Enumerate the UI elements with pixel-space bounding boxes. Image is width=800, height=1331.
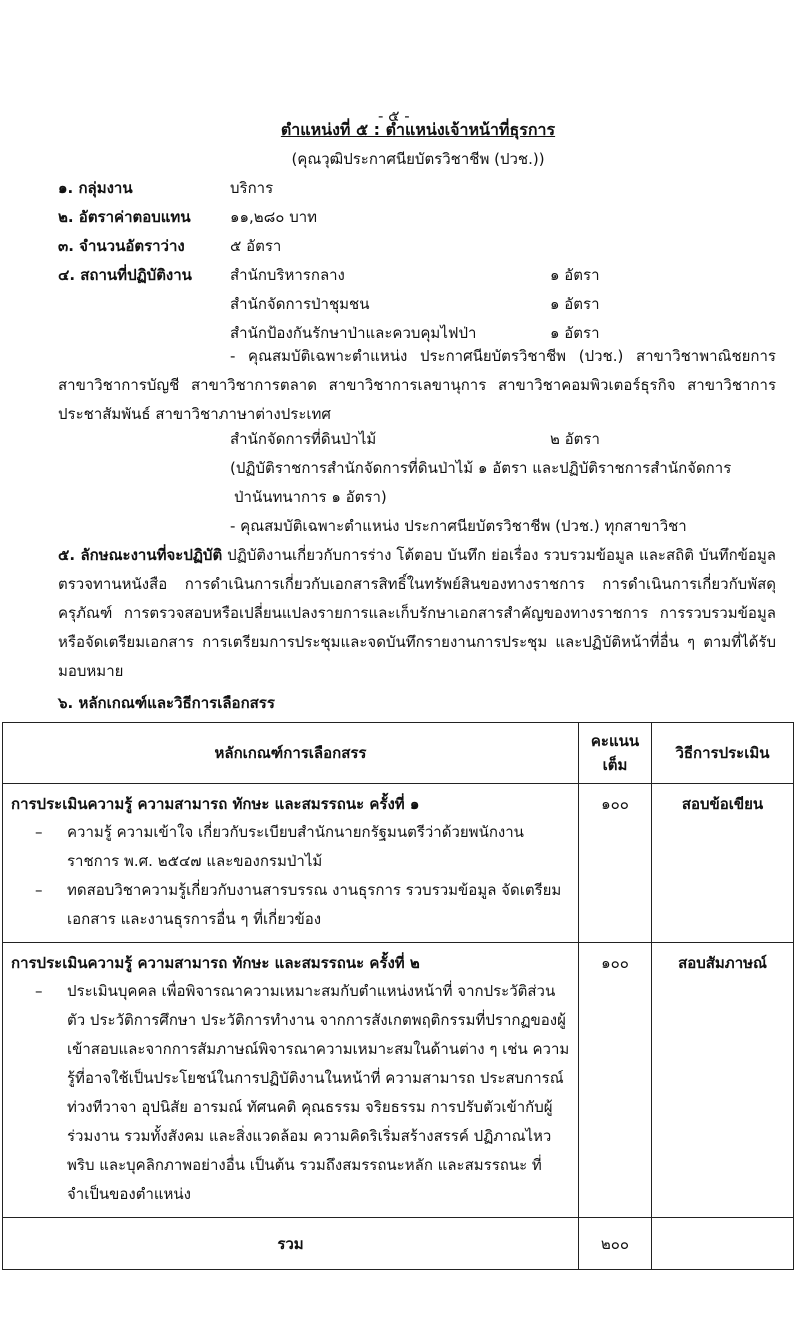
score-cell: ๑๐๐ xyxy=(579,943,652,1218)
location-name: สำนักป้องกันรักษาป่าและควบคุมไฟป่า xyxy=(230,324,477,342)
criteria-cell xyxy=(3,943,579,1218)
table-header-row xyxy=(3,723,794,784)
item-value: ๕ อัตรา xyxy=(230,237,282,255)
method-cell: สอบข้อเขียน xyxy=(652,784,794,943)
column-header: วิธีการประเมิน xyxy=(652,723,794,784)
qualification-line: - คุณสมบัติเฉพาะตำแหน่ง ประกาศนียบัตรวิชาชีพ (ปวช.) สาขาวิชาพาณิชยการ xyxy=(230,347,776,365)
table-row xyxy=(3,784,794,943)
page-title: ตำแหน่งที่ ๕ : ตำแหน่งเจ้าหน้าที่ธุรการ xyxy=(280,120,556,139)
total-method-cell xyxy=(652,1218,794,1270)
item-label: ๒. อัตราค่าตอบแทน xyxy=(58,208,191,226)
column-header: หลักเกณฑ์การเลือกสรร xyxy=(3,723,579,784)
section-5-label: ๕. ลักษณะงานที่จะปฏิบัติ xyxy=(58,546,223,564)
location-count: ๑ อัตรา xyxy=(550,295,600,313)
column-header: คะแนนเต็ม xyxy=(579,723,652,784)
total-score: ๒๐๐ xyxy=(579,1218,652,1270)
table-total-row xyxy=(3,1218,794,1270)
location-name: สำนักจัดการป่าชุมชน xyxy=(230,295,370,313)
criteria-bullet: – ประเมินบุคคล เพื่อพิจารณาความเหมาะสมกับตำแหน่งหน้าที่ จากประวัติส่วนตัว ประวัติการศึกษา ประวัติการทำงาน จากการสังเกตพฤติกรรมที่ปรากฏของผู้เข้าสอบและจากการสัมภาษณ์พิจารณาความเหมาะสมในด้านต่าง ๆ เช่น ความรู้ที่อาจใช้เป็นประโยชน์ในการปฏิบัติงานในหน้าที่ ความสามารถ ประสบการณ์ ท่วงทีวาจา อุปนิสัย อารมณ์ ทัศนคติ คุณธรรม จริยธรรม การปรับตัวเข้ากับผู้ร่วมงาน รวมทั้งสังคม และสิ่งแวดล้อม ความคิดริเริ่มสร้างสรรค์ ปฏิภาณไหวพริบ และบุคลิกภาพอย่างอื่น เป็นต้น รวมถึงสมรรถนะหลัก และสมรรถนะ ที่จำเป็นของตำแหน่ง xyxy=(35,977,570,1209)
location-count: ๒ อัตรา xyxy=(550,430,600,448)
location-count: ๑ อัตรา xyxy=(550,266,600,284)
criteria-title: การประเมินความรู้ ความสามารถ ทักษะ และสมรรถนะ ครั้งที่ ๑ xyxy=(11,795,420,813)
location-name: สำนักบริหารกลาง xyxy=(230,266,345,284)
item-label: ๓. จำนวนอัตราว่าง xyxy=(58,237,185,255)
qualification-line: สาขาวิชาการบัญชี สาขาวิชาการตลาด สาขาวิชาการเลขานุการ สาขาวิชาคอมพิวเตอร์ธุรกิจ สาขาวิชาการประชาสัมพันธ์ สาขาวิชาภาษาต่างประเทศ xyxy=(58,376,776,423)
method-cell: สอบสัมภาษณ์ xyxy=(652,943,794,1218)
location-note: (ปฏิบัติราชการสำนักจัดการที่ดินป่าไม้ ๑ อัตรา และปฏิบัติราชการสำนักจัดการ xyxy=(230,459,732,477)
section-5-text: ปฏิบัติงานเกี่ยวกับการร่าง โต้ตอบ บันทึก ย่อเรื่อง รวบรวมข้อมูล และสถิติ บันทึกข้อมูล ตรวจทานหนังสือ การดำเนินการเกี่ยวกับเอกสารสิทธิ์ในทรัพย์สินของทางราชการ การดำเนินการเกี่ยวกับพัสดุ ครุภัณฑ์ การตรวจสอบหรือเปลี่ยนแปลงรายการและเก็บรักษาเอกสารสำคัญของทางราชการ การรวบรวมข้อมูลหรือจัดเตรียมเอกสาร การเตรียมการประชุมและจดบันทึกรายงานการประชุม และปฏิบัติหน้าที่อื่น ๆ ตามที่ได้รับมอบหมาย xyxy=(58,546,776,680)
section-5 xyxy=(58,541,776,686)
page-number: - ๕ - xyxy=(378,107,410,125)
qualification-paragraph xyxy=(58,342,776,429)
criteria-title: การประเมินความรู้ ความสามารถ ทักษะ และสมรรถนะ ครั้งที่ ๒ xyxy=(11,954,420,972)
total-label: รวม xyxy=(3,1218,579,1270)
selection-criteria-table xyxy=(2,722,794,1270)
score-cell: ๑๐๐ xyxy=(579,784,652,943)
section-6-label: ๖. หลักเกณฑ์และวิธีการเลือกสรร xyxy=(58,694,275,712)
criteria-bullet: – ทดสอบวิชาความรู้เกี่ยวกับงานสารบรรณ งานธุรการ รวบรวมข้อมูล จัดเตรียมเอกสาร และงานธุรการอื่น ๆ ที่เกี่ยวข้อง xyxy=(35,876,570,934)
location-note: ป่านันทนาการ ๑ อัตรา) xyxy=(234,488,387,506)
location-name: สำนักจัดการที่ดินป่าไม้ xyxy=(230,430,377,448)
criteria-bullet: – ความรู้ ความเข้าใจ เกี่ยวกับระเบียบสำนักนายกรัฐมนตรีว่าด้วยพนักงานราชการ พ.ศ. ๒๕๔๗ และของกรมป่าไม้ xyxy=(35,818,570,876)
table-row xyxy=(3,943,794,1218)
item-label: ๑. กลุ่มงาน xyxy=(58,179,133,197)
item-label: ๔. สถานที่ปฏิบัติงาน xyxy=(58,266,192,284)
qualification-line: - คุณสมบัติเฉพาะตำแหน่ง ประกาศนียบัตรวิชาชีพ (ปวช.) ทุกสาขาวิชา xyxy=(230,517,687,535)
location-count: ๑ อัตรา xyxy=(550,324,600,342)
item-value: ๑๑,๒๘๐ บาท xyxy=(230,208,318,226)
item-value: บริการ xyxy=(230,179,274,197)
criteria-cell xyxy=(3,784,579,943)
page-subtitle: (คุณวุฒิประกาศนียบัตรวิชาชีพ (ปวช.)) xyxy=(291,150,545,168)
